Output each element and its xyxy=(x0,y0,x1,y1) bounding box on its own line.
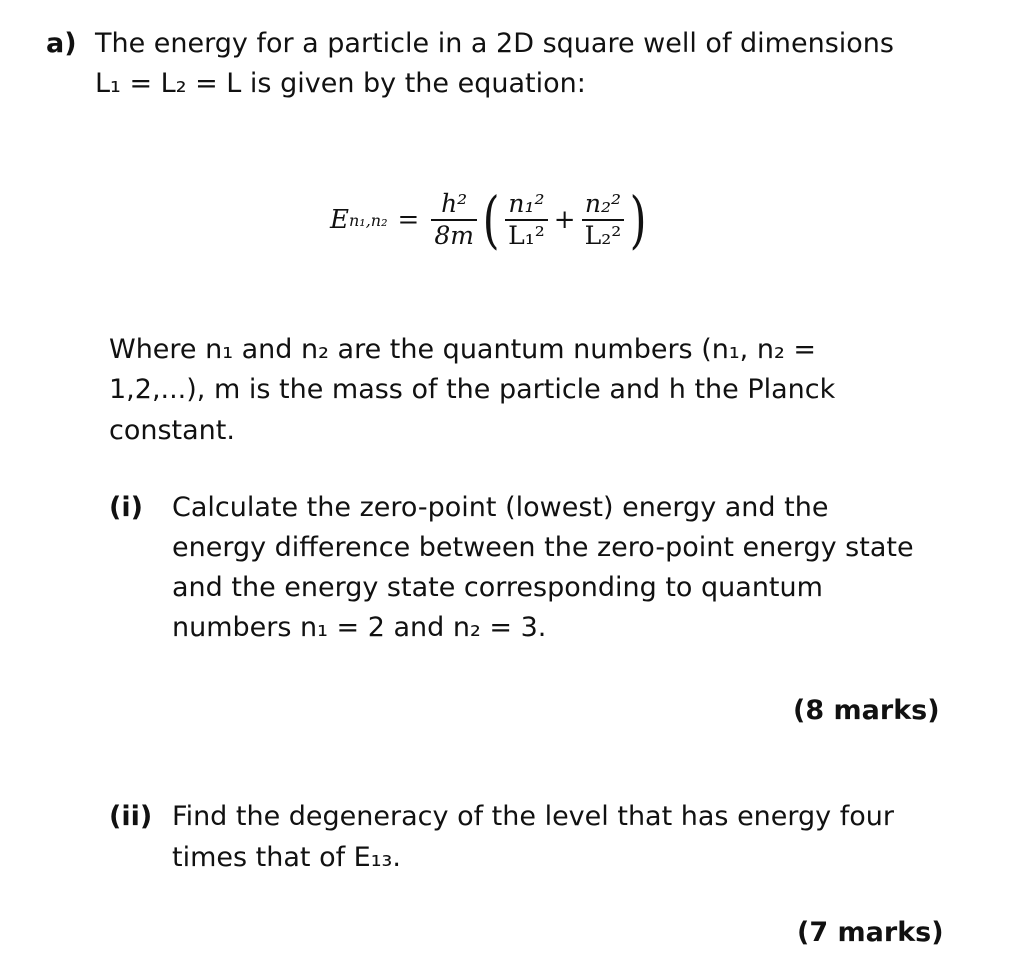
part-ii-label: (ii) xyxy=(109,801,153,832)
part-i-label: (i) xyxy=(109,492,143,523)
intro-line-1 xyxy=(95,26,894,62)
where-line-3 xyxy=(109,413,235,449)
intro-line-2-text: L₁ = L₂ = L is given by the equation: xyxy=(95,68,586,99)
where-line-1 xyxy=(109,332,816,368)
question-label: a) xyxy=(46,28,77,59)
equation-plus: + xyxy=(553,205,576,235)
where-line-3-text: constant. xyxy=(109,415,235,446)
equation-lhs-subscript: n₁,n₂ xyxy=(348,210,388,230)
part-ii-line-2: times that of E₁₃. xyxy=(172,842,401,873)
term1-numerator: n₁² xyxy=(508,189,545,219)
where-line-1-text: Where n₁ and n₂ are the quantum numbers (n₁, n₂ = xyxy=(109,334,816,365)
where-line-2-text: 1,2,...), m is the mass of the particle and h the Planck xyxy=(109,374,836,405)
term2-fraction xyxy=(582,189,625,251)
prefactor-numerator: h² xyxy=(441,189,468,219)
prefactor-denominator: 8m xyxy=(434,220,474,250)
part-i-line-2: energy difference between the zero-point energy state xyxy=(172,532,914,563)
right-paren: ) xyxy=(629,183,647,256)
intro-line-2 xyxy=(95,66,586,102)
part-i-line-1: Calculate the zero-point (lowest) energy and the xyxy=(172,492,829,523)
prefactor-fraction xyxy=(431,189,477,251)
left-paren: ( xyxy=(482,183,500,256)
part-i-line-3: and the energy state corresponding to quantum xyxy=(172,572,823,603)
term2-numerator: n₂² xyxy=(584,189,621,219)
part-i-marks: (8 marks) xyxy=(793,695,940,726)
part-ii-marks: (7 marks) xyxy=(797,917,944,948)
term2-denominator: L₂² xyxy=(584,220,622,250)
equation-equals: = xyxy=(397,205,420,235)
part-ii-line-1: Find the degeneracy of the level that has energy four xyxy=(172,801,894,832)
intro-line-1-text: The energy for a particle in a 2D square well of dimensions xyxy=(95,28,894,59)
term1-denominator: L₁² xyxy=(508,220,545,250)
energy-equation xyxy=(330,172,650,268)
equation-lhs: E xyxy=(330,205,349,235)
term1-fraction xyxy=(505,189,548,251)
where-line-2 xyxy=(109,372,835,408)
part-i-line-4: numbers n₁ = 2 and n₂ = 3. xyxy=(172,612,547,643)
